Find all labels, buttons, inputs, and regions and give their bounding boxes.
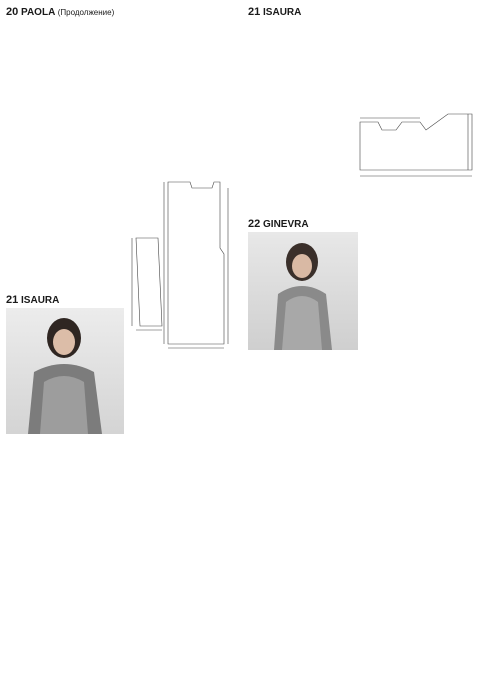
section-heading-isaura-left bbox=[6, 294, 59, 307]
section-number: 21 bbox=[248, 6, 261, 18]
section-title: GINEVRA bbox=[263, 219, 309, 230]
section-number: 21 bbox=[6, 294, 19, 306]
text-column-paola-1 bbox=[6, 20, 124, 282]
text-column-isaura-left-1 bbox=[6, 438, 124, 680]
text-column-ginevra-1 bbox=[248, 354, 358, 680]
text-column-isaura-left-2 bbox=[128, 362, 246, 680]
photo-isaura-image bbox=[6, 308, 124, 434]
section-heading-ginevra bbox=[248, 218, 309, 231]
section-title: ISAURA bbox=[21, 295, 60, 306]
text-column-paola-2 bbox=[128, 20, 246, 170]
schematic-paola-drawing bbox=[128, 176, 246, 356]
sleeve-outline bbox=[136, 238, 162, 326]
section-number: 22 bbox=[248, 218, 261, 230]
section-subtitle: (Продолжение) bbox=[57, 8, 115, 17]
text-column-isaura-2 bbox=[356, 20, 476, 120]
schematic-isaura bbox=[356, 110, 476, 186]
text-column-ginevra-2 bbox=[362, 232, 476, 680]
photo-ginevra-image bbox=[248, 232, 358, 350]
section-heading-paola bbox=[6, 6, 114, 19]
photo-isaura bbox=[6, 308, 124, 434]
schematic-isaura-drawing bbox=[356, 110, 476, 186]
photo-ginevra bbox=[248, 232, 358, 350]
section-heading-isaura-top bbox=[248, 6, 301, 19]
panel-outline bbox=[168, 182, 224, 344]
text-column-isaura-3 bbox=[356, 190, 476, 234]
panel-outline bbox=[360, 114, 472, 170]
section-title: PAOLA bbox=[21, 7, 55, 18]
section-title: ISAURA bbox=[263, 7, 302, 18]
text-column-isaura-1 bbox=[248, 20, 352, 230]
section-number: 20 bbox=[6, 6, 19, 18]
schematic-paola bbox=[128, 176, 246, 356]
